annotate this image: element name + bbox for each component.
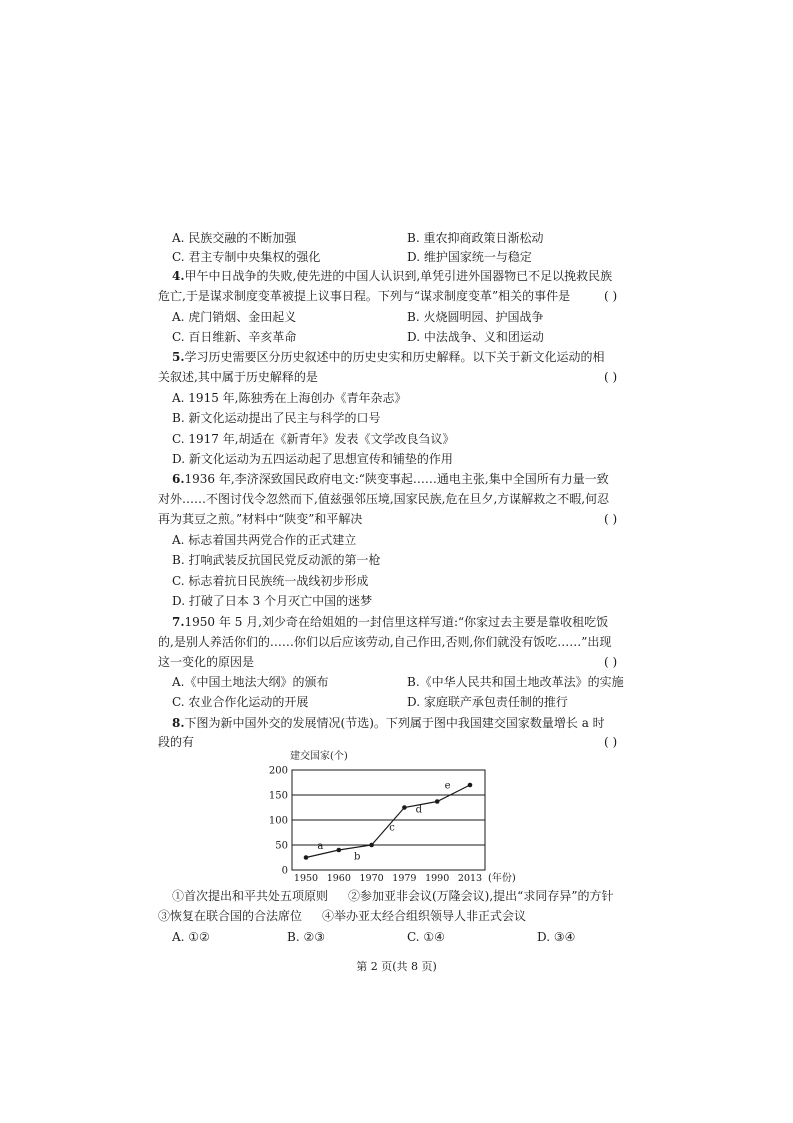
q4-stem-1: 甲午中日战争的失败,使先进的中国人认识到,单凭引进外国器物已不足以挽救民族 bbox=[184, 269, 613, 283]
q3-option-d: D. 维护国家统一与稳定 bbox=[407, 250, 532, 264]
chart-segment-label: a bbox=[317, 840, 324, 852]
chart-y-tick-label: 100 bbox=[268, 815, 288, 827]
q5-line-1 bbox=[172, 349, 605, 365]
q5-number: 5. bbox=[172, 350, 185, 364]
q5-option-c: C. 1917 年,胡适在《新青年》发表《文学改良刍议》 bbox=[172, 432, 455, 446]
q3-option-b: B. 重农抑商政策日渐松动 bbox=[407, 231, 544, 245]
chart-x-tick-label: 2013 bbox=[457, 873, 483, 883]
chart-segment-label: d bbox=[415, 804, 423, 816]
chart-data-point bbox=[304, 855, 309, 860]
chart-y-tick-label: 200 bbox=[268, 765, 288, 777]
chart-x-tick-label: 1950 bbox=[293, 873, 319, 883]
chart-y-axis-label: 建交国家(个) bbox=[290, 751, 348, 762]
q5-option-a: A. 1915 年,陈独秀在上海创办《青年杂志》 bbox=[172, 391, 407, 405]
q8-option-b: B. ②③ bbox=[287, 930, 325, 944]
q6-option-b: B. 打响武装反抗国民党反动派的第一枪 bbox=[172, 553, 381, 567]
q6-option-d: D. 打破了日本 3 个月灭亡中国的迷梦 bbox=[172, 594, 373, 608]
q7-option-c: C. 农业合作化运动的开展 bbox=[172, 695, 309, 709]
chart-x-tick-label: 1979 bbox=[392, 873, 417, 883]
q7-line-2: 的,是别人养活你们的……你们以后应该劳动,自己作田,否则,你们就没有饭吃……”出现 bbox=[158, 635, 612, 649]
q3-option-a: A. 民族交融的不断加强 bbox=[172, 231, 297, 245]
q4-number: 4. bbox=[172, 269, 185, 283]
q5-option-d: D. 新文化运动为五四运动起了思想宣传和铺垫的作用 bbox=[172, 452, 453, 466]
q4-line-1 bbox=[172, 268, 612, 284]
chart-data-points bbox=[304, 783, 473, 860]
q4-option-a: A. 虎门销烟、金田起义 bbox=[172, 310, 297, 324]
chart-data-point bbox=[402, 805, 407, 810]
q5-stem-1: 学习历史需要区分历史叙述中的历史史实和历史解释。以下关于新文化运动的相 bbox=[184, 350, 605, 364]
diplomacy-line-chart bbox=[262, 747, 522, 883]
q7-option-b: B.《中华人民共和国土地改革法》的实施 bbox=[407, 675, 624, 689]
q6-option-a: A. 标志着国共两党合作的正式建立 bbox=[172, 533, 357, 547]
q8-option-a: A. ①② bbox=[172, 930, 210, 944]
chart-x-tick-label: 1990 bbox=[425, 873, 450, 883]
q5-option-b: B. 新文化运动提出了民主与科学的口号 bbox=[172, 411, 381, 425]
chart-data-point bbox=[337, 848, 342, 853]
q8-number: 8. bbox=[172, 716, 185, 730]
q7-answer-paren: ( ) bbox=[604, 655, 618, 669]
chart-series-line bbox=[306, 785, 470, 858]
chart-y-tick-label: 50 bbox=[275, 840, 288, 852]
q8-item-3: ③恢复在联合国的合法席位 bbox=[158, 909, 303, 923]
q4-option-d: D. 中法战争、义和团运动 bbox=[407, 330, 544, 344]
q7-stem-1: 1950 年 5 月,刘少奇在给姐姐的一封信里这样写道:“你家过去主要是靠收租吃饭 bbox=[184, 615, 609, 629]
q7-option-a: A.《中国土地法大纲》的颁布 bbox=[172, 675, 329, 689]
q6-option-c: C. 标志着抗日民族统一战线初步形成 bbox=[172, 574, 369, 588]
q6-number: 6. bbox=[172, 472, 185, 486]
q8-option-d: D. ③④ bbox=[537, 930, 576, 944]
q8-answer-paren: ( ) bbox=[604, 735, 618, 749]
q8-line-2: 段的有 bbox=[158, 735, 195, 749]
chart-segment-label: e bbox=[444, 780, 451, 792]
q4-option-b: B. 火烧圆明园、护国战争 bbox=[407, 310, 544, 324]
q7-line-3: 这一变化的原因是 bbox=[158, 655, 255, 669]
q7-line-1 bbox=[172, 614, 608, 630]
chart-data-point bbox=[468, 783, 473, 788]
q7-number: 7. bbox=[172, 615, 185, 629]
q8-item-1: ①首次提出和平共处五项原则 bbox=[172, 889, 329, 903]
q6-answer-paren: ( ) bbox=[604, 512, 618, 526]
page-footer: 第 2 页(共 8 页) bbox=[356, 960, 437, 973]
chart-x-tick-label: 1970 bbox=[359, 873, 384, 883]
q8-option-c: C. ①④ bbox=[407, 930, 445, 944]
q6-line-3: 再为萁豆之煎。”材料中“陕变”和平解决 bbox=[158, 512, 363, 526]
chart-y-tick-label: 150 bbox=[268, 790, 288, 802]
q8-item-2: ②参加亚非会议(万隆会议),提出“求同存异”的方针 bbox=[348, 889, 614, 903]
q3-option-c: C. 君主专制中央集权的强化 bbox=[172, 250, 321, 264]
q6-stem-1: 1936 年,李济深致国民政府电文:“陕变事起……通电主张,集中全国所有力量一致 bbox=[184, 472, 609, 486]
chart-data-point bbox=[435, 799, 440, 804]
q8-line-1 bbox=[172, 715, 605, 731]
chart-x-tick-label: 1960 bbox=[326, 873, 351, 883]
q8-stem-1: 下图为新中国外交的发展情况(节选)。下列属于图中我国建交国家数量增长 a 时 bbox=[184, 716, 605, 730]
chart-y-ticks bbox=[269, 766, 288, 877]
chart-x-ticks bbox=[294, 873, 482, 883]
chart-segment-label: b bbox=[353, 851, 361, 863]
q5-answer-paren: ( ) bbox=[604, 370, 618, 384]
q7-option-d: D. 家庭联产承包责任制的推行 bbox=[407, 695, 568, 709]
q4-option-c: C. 百日维新、辛亥革命 bbox=[172, 330, 297, 344]
q6-line-2: 对外……不图讨伐令忽然而下,值兹强邻压境,国家民族,危在旦夕,方谋解救之不暇,何忍 bbox=[158, 492, 610, 506]
chart-gridlines bbox=[292, 795, 485, 845]
chart-data-point bbox=[369, 843, 374, 848]
q4-answer-paren: ( ) bbox=[604, 289, 618, 303]
q4-line-2: 危亡,于是谋求制度变革被提上议事日程。下列与“谋求制度变革”相关的事件是 bbox=[158, 289, 571, 303]
q5-line-2: 关叙述,其中属于历史解释的是 bbox=[158, 370, 318, 384]
chart-segment-label: c bbox=[389, 822, 395, 834]
chart-y-tick-label: 0 bbox=[281, 865, 288, 877]
q6-line-1 bbox=[172, 471, 609, 487]
q8-item-4: ④举办亚太经合组织领导人非正式会议 bbox=[322, 909, 527, 923]
chart-x-axis-label: (年份) bbox=[488, 873, 516, 883]
